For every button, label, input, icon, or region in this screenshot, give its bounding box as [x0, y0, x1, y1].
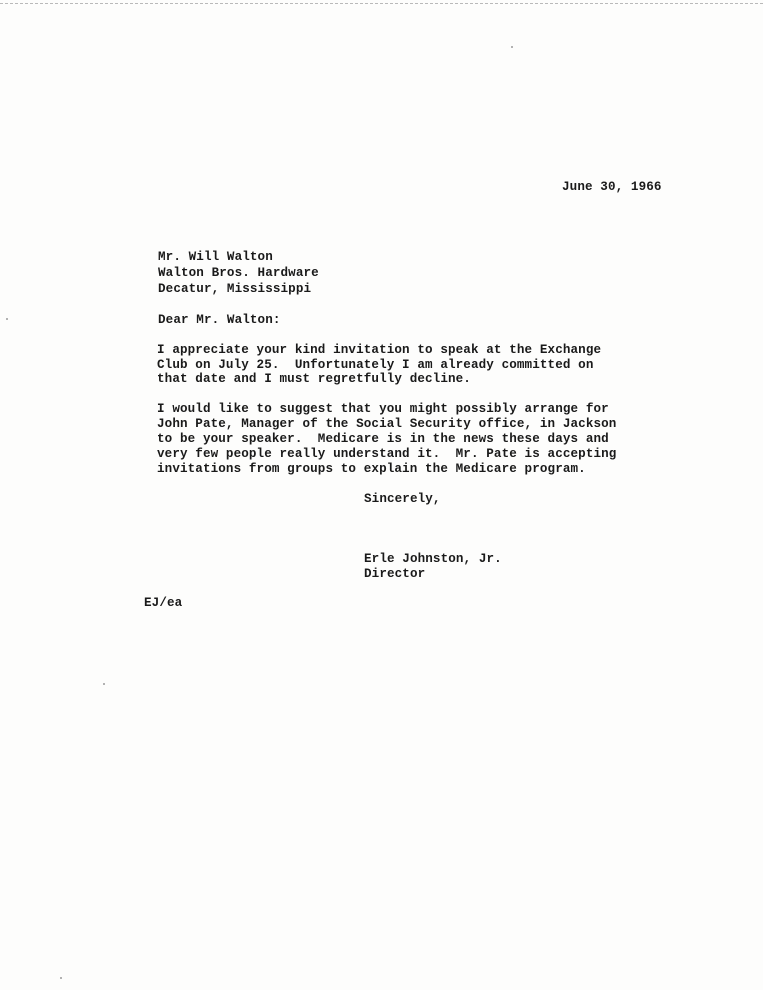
signer-name: Erle Johnston, Jr.	[364, 552, 502, 566]
scan-speck	[511, 46, 513, 48]
paragraph-1-line: Club on July 25. Unfortunately I am already committed on	[157, 358, 594, 372]
paragraph-1-line: that date and I must regretfully decline.	[157, 372, 471, 386]
letter-date: June 30, 1966	[562, 180, 662, 194]
signer-title: Director	[364, 567, 426, 581]
paragraph-2-line: John Pate, Manager of the Social Security office, in Jackson	[157, 417, 617, 431]
scan-speck	[103, 683, 105, 685]
recipient-name: Mr. Will Walton	[158, 250, 273, 264]
complimentary-close: Sincerely,	[364, 492, 441, 506]
paragraph-2-line: very few people really understand it. Mr. Pate is accepting	[157, 447, 617, 461]
scan-speck	[60, 977, 62, 979]
page-top-edge	[0, 3, 763, 4]
paragraph-1-line: I appreciate your kind invitation to speak at the Exchange	[157, 343, 602, 357]
paragraph-2-line: invitations from groups to explain the Medicare program.	[157, 462, 586, 476]
paragraph-2-line: I would like to suggest that you might possibly arrange for	[157, 402, 609, 416]
scan-speck	[6, 318, 8, 320]
recipient-location: Decatur, Mississippi	[158, 282, 312, 296]
paragraph-2-line: to be your speaker. Medicare is in the news these days and	[157, 432, 609, 446]
recipient-company: Walton Bros. Hardware	[158, 266, 319, 280]
salutation: Dear Mr. Walton:	[158, 313, 281, 327]
typist-initials: EJ/ea	[144, 596, 183, 610]
